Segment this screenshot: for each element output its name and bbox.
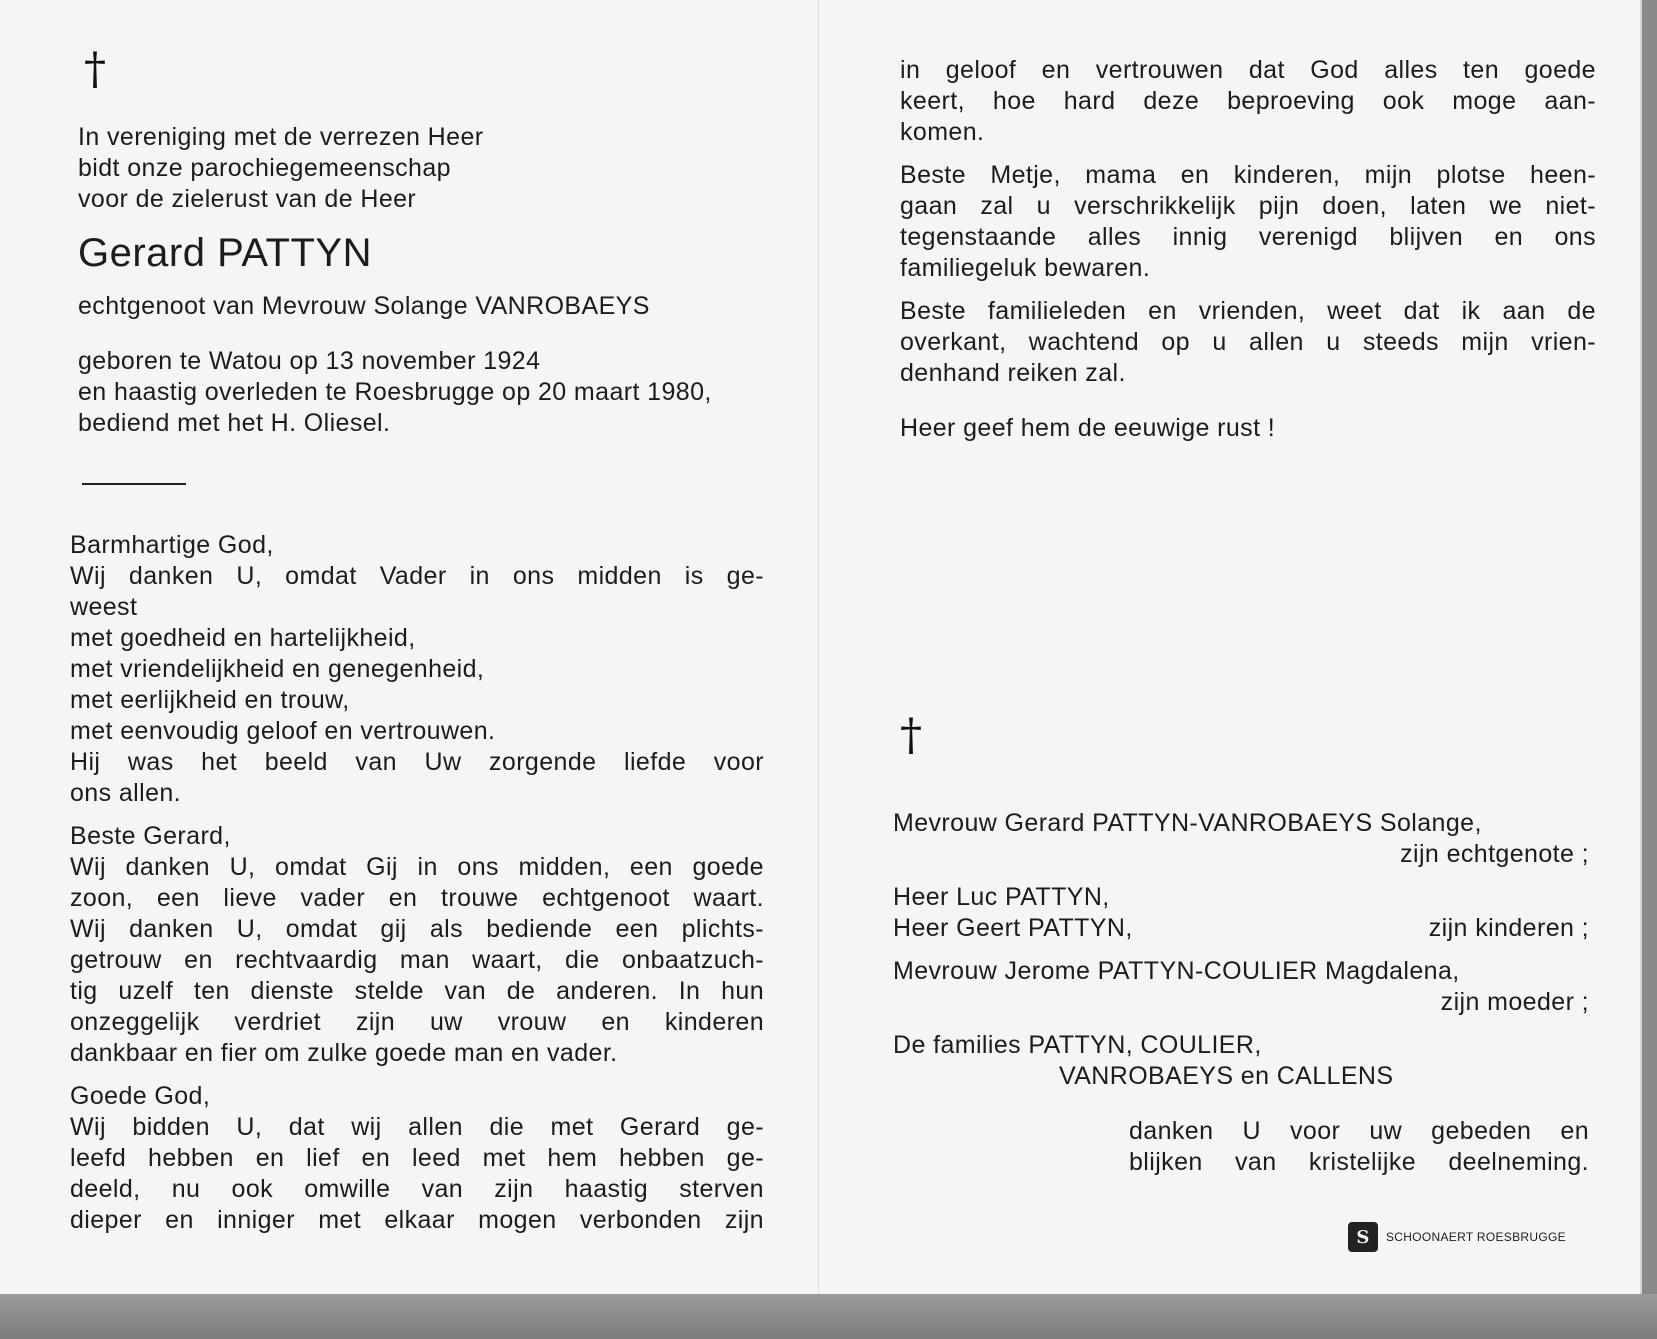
printer-name: SCHOONAERT ROESBRUGGE (1386, 1230, 1566, 1244)
cross-icon: † (84, 44, 106, 95)
prayer-paragraph-2 (70, 821, 764, 1069)
printer-logo-icon: S (1348, 1222, 1378, 1252)
date-line: bediend met het H. Oliesel. (78, 409, 391, 437)
text-line: Wij danken U, omdat gij als bediende een plichts- (70, 915, 764, 943)
text-line: Hij was het beeld van Uw zorgende liefde voor (70, 748, 764, 776)
text-line: Wij bidden U, dat wij allen die met Gerard ge- (70, 1113, 764, 1141)
intro-line: bidt onze parochiegemeenschap (78, 154, 451, 182)
text-line: komen. (900, 118, 985, 146)
message-paragraph-3 (900, 296, 1596, 389)
text-line: ons allen. (70, 779, 182, 807)
text-line: dieper en inniger met elkaar mogen verbonden zijn (70, 1206, 764, 1234)
scan-background (0, 1294, 1657, 1339)
cross-icon: † (900, 710, 922, 761)
text-line: dankbaar en fier om zulke goede man en vader. (70, 1039, 618, 1067)
text-line: Goede God, (70, 1082, 211, 1110)
printer-mark (1348, 1222, 1566, 1252)
right-column (900, 55, 1596, 444)
text-line: denhand reiken zal. (900, 359, 1126, 387)
text-line: tegenstaande alles innig verenigd blijven en ons (900, 223, 1596, 251)
text-line: in geloof en vertrouwen dat God alles ten goede (900, 56, 1596, 84)
divider-rule (82, 483, 186, 485)
widow-role: zijn echtgenote ; (1400, 840, 1589, 868)
message-paragraph-1 (900, 55, 1596, 148)
text-line: Barmhartige God, (70, 531, 274, 559)
thanks-line: blijken van kristelijke deelneming. (1129, 1148, 1589, 1176)
intro-line: In vereniging met de verrezen Heer (78, 123, 484, 151)
mother-line: Mevrouw Jerome PATTYN-COULIER Magdalena, (893, 957, 1460, 985)
thanks-line: danken U voor uw gebeden en (1129, 1117, 1589, 1145)
spouse-line: echtgenoot van Mevrouw Solange VANROBAEYS (78, 292, 650, 320)
families-line: De families PATTYN, COULIER, (893, 1031, 1262, 1059)
message-paragraph-2 (900, 160, 1596, 284)
date-line: geboren te Watou op 13 november 1924 (78, 347, 541, 375)
text-line: met goedheid en hartelijkheid, (70, 624, 416, 652)
text-line: Beste familieleden en vrienden, weet dat ik aan de (900, 297, 1596, 325)
text-line: deeld, nu ook omwille van zijn haastig sterven (70, 1175, 764, 1203)
text-line: met vriendelijkheid en genegenheid, (70, 655, 485, 683)
text-line: gaan zal u verschrikkelijk pijn doen, laten we niet- (900, 192, 1596, 220)
text-line: overkant, wachtend op u allen u steeds mijn vrien- (900, 328, 1596, 356)
family-block (893, 808, 1589, 1178)
text-line: leefd hebben en lief en leed met hem hebben ge- (70, 1144, 764, 1172)
prayer-block (70, 530, 764, 1236)
widow-line: Mevrouw Gerard PATTYN-VANROBAEYS Solange, (893, 809, 1482, 837)
text-line: familiegeluk bewaren. (900, 254, 1151, 282)
closing-line: Heer geef hem de eeuwige rust ! (900, 414, 1276, 442)
text-line: weest (70, 593, 138, 621)
child-line: Heer Luc PATTYN, (893, 883, 1110, 911)
text-line: tig uzelf ten dienste stelde van de anderen. In hun (70, 977, 764, 1005)
text-line: met eenvoudig geloof en vertrouwen. (70, 717, 496, 745)
date-line: en haastig overleden te Roesbrugge op 20 maart 1980, (78, 378, 712, 406)
text-line: Wij danken U, omdat Gij in ons midden, een goede (70, 853, 764, 881)
children-role: zijn kinderen ; (1428, 914, 1589, 942)
text-line: zoon, een lieve vader en trouwe echtgenoot waart. (70, 884, 764, 912)
text-line: Wij danken U, omdat Vader in ons midden is ge- (70, 562, 764, 590)
child-line: Heer Geert PATTYN, (893, 914, 1133, 942)
prayer-paragraph-1 (70, 530, 764, 809)
intro-line: voor de zielerust van de Heer (78, 185, 417, 213)
prayer-paragraph-3 (70, 1081, 764, 1236)
text-line: Beste Metje, mama en kinderen, mijn plotse heen- (900, 161, 1596, 189)
text-line: keert, hoe hard deze beproeving ook moge aan- (900, 87, 1596, 115)
children-row (893, 913, 1589, 944)
text-line: Beste Gerard, (70, 822, 231, 850)
families-line: VANROBAEYS en CALLENS (1059, 1062, 1394, 1090)
mother-role: zijn moeder ; (1440, 988, 1589, 1016)
left-column (78, 122, 778, 533)
card-fold (818, 0, 819, 1294)
text-line: onzeggelijk verdriet zijn uw vrouw en kinderen (70, 1008, 764, 1036)
deceased-name: Gerard PATTYN (78, 231, 372, 275)
text-line: getrouw en rechtvaardig man waart, die onbaatzuch- (70, 946, 764, 974)
text-line: met eerlijkheid en trouw, (70, 686, 350, 714)
